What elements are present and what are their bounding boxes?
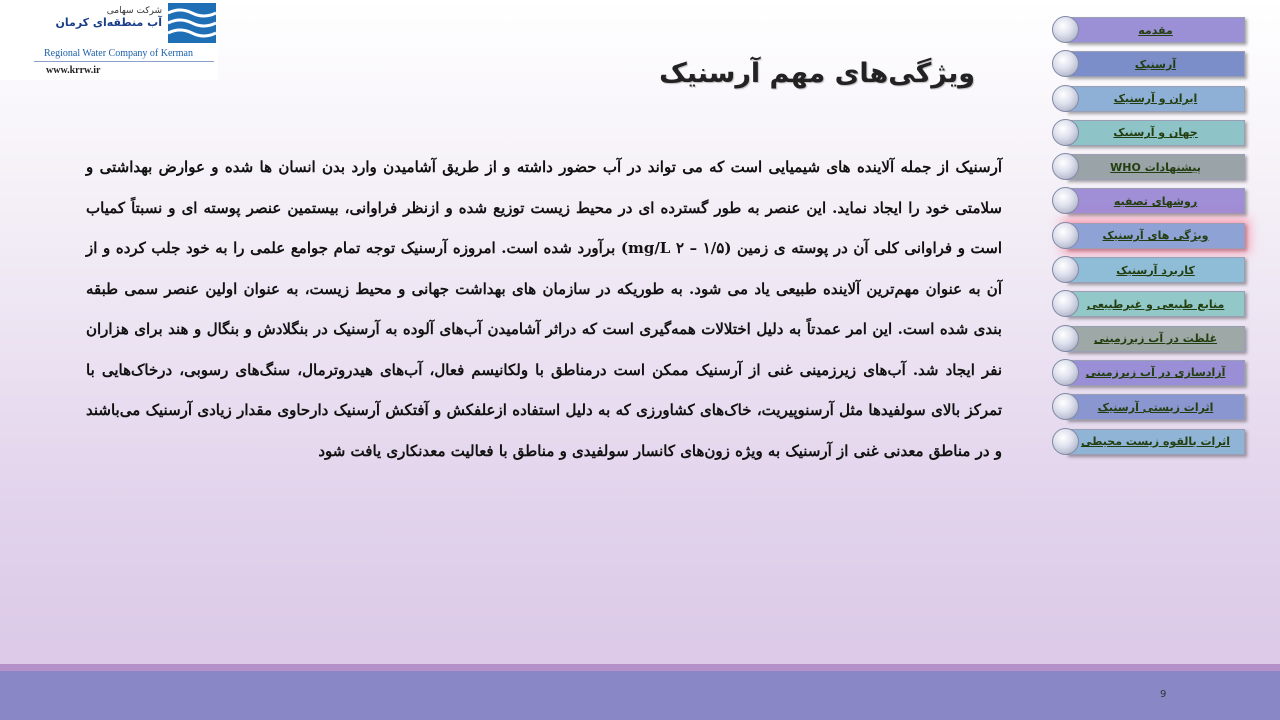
nav-item[interactable] bbox=[1052, 222, 1247, 249]
nav-bullet-icon bbox=[1052, 222, 1079, 249]
nav-item[interactable] bbox=[1052, 359, 1247, 386]
company-name-line1: شرکت سهامی bbox=[106, 6, 162, 16]
company-url: www.krrw.ir bbox=[46, 65, 101, 76]
nav-item-label[interactable]: آرسنیک bbox=[1066, 51, 1245, 77]
footer-divider bbox=[0, 664, 1280, 671]
nav-item-label[interactable]: ویژگی های آرسنیک bbox=[1066, 223, 1245, 249]
nav-item-label[interactable]: اثرات بالقوه زیست محیطی bbox=[1066, 429, 1245, 455]
slide-title: ویژگی‌های مهم آرسنیک bbox=[659, 58, 975, 89]
nav-item-label[interactable]: غلظت در آب زیرزمینی bbox=[1066, 326, 1245, 352]
nav-item-label[interactable]: جهان و آرسنیک bbox=[1066, 120, 1245, 146]
nav-bullet-icon bbox=[1052, 119, 1079, 146]
nav-item-label[interactable]: آزادسازی در آب زیرزمینی bbox=[1066, 360, 1245, 386]
nav-item-label[interactable]: روشهای تصفیه bbox=[1066, 188, 1245, 214]
nav-item[interactable] bbox=[1052, 428, 1247, 455]
nav-item-label[interactable]: مقدمه bbox=[1066, 17, 1245, 43]
nav-item-label[interactable]: ایران و آرسنیک bbox=[1066, 86, 1245, 112]
nav-bullet-icon bbox=[1052, 16, 1079, 43]
footer-bar bbox=[0, 671, 1280, 720]
nav-item[interactable] bbox=[1052, 325, 1247, 352]
nav-bullet-icon bbox=[1052, 428, 1079, 455]
nav-item-label[interactable]: منابع طبیعی و غیرطبیعی bbox=[1066, 291, 1245, 317]
company-name bbox=[55, 6, 162, 29]
nav-item-label[interactable]: پیشنهادات WHO bbox=[1066, 154, 1245, 180]
company-logo bbox=[0, 0, 218, 80]
nav-item[interactable] bbox=[1052, 153, 1247, 180]
nav-item[interactable] bbox=[1052, 187, 1247, 214]
nav-item[interactable] bbox=[1052, 50, 1247, 77]
nav-item-label[interactable]: کاربرد آرسنیک bbox=[1066, 257, 1245, 283]
nav-item[interactable] bbox=[1052, 290, 1247, 317]
nav-bullet-icon bbox=[1052, 256, 1079, 283]
nav-item[interactable] bbox=[1052, 119, 1247, 146]
nav-bullet-icon bbox=[1052, 85, 1079, 112]
company-name-line2: آب منطقه‌ای کرمان bbox=[55, 16, 162, 29]
water-wave-logo-icon bbox=[168, 3, 216, 43]
navigation-menu bbox=[1052, 16, 1247, 462]
nav-bullet-icon bbox=[1052, 359, 1079, 386]
nav-item[interactable] bbox=[1052, 85, 1247, 112]
slide-body-text: آرسنیک از جمله آلاینده های شیمیایی است که می تواند در آب حضور داشته و از طریق آشامیدن وارد بدن انسان ها شده و عوارض بهداشتی و سلامتی خود را ایجاد نماید. این عنصر به طور گسترده ای در محیط زیست توزیع شده و ازنظر فراوانی، بیستمین عنصر پوسته ای و نسبتاً کمیاب است و فراوانی کلی آن در پوسته ی زمین (۱/۵ – ۲ mg/L) برآورد شده است. امروزه آرسنیک توجه تمام جوامع علمی را به خود جلب کرده و از آن به عنوان مهم‌ترین آلاینده طبیعی یاد می شود. به طوریکه در سازمان های بهداشت جهانی و محیط زیست، به عنوان اولین عنصر سمی طبقه بندی شده است. این امر عمدتاً به دلیل اختلالات همه‌گیری است که دراثر آشامیدن آب‌های آلوده به آرسنیک در بنگلادش و بنگال و هند برای هزاران نفر ایجاد شد. آب‌های زیرزمینی غنی از آرسنیک ممکن است درمناطق با ولکانیسم فعال، آب‌های هیدروترمال، سنگ‌های رسوبی، درخاک‌هایی با تمرکز بالای سولفیدها مثل آرسنوپیریت، خاک‌های کشاورزی که به دلیل استفاده ازعلفکش و آفتکش آرسنیک دارحاوی مقدار زیادی آرسنیک می‌باشند و در مناطق معدنی غنی از آرسنیک به ویژه زون‌های کانسار سولفیدی و مناطق با فعالیت معدنکاری یافت شود bbox=[86, 158, 1003, 460]
nav-item-label[interactable]: اثرات زیستی آرسنیک bbox=[1066, 394, 1245, 420]
nav-bullet-icon bbox=[1052, 153, 1079, 180]
nav-item[interactable] bbox=[1052, 16, 1247, 43]
nav-item[interactable] bbox=[1052, 393, 1247, 420]
page-number: 9 bbox=[1160, 689, 1167, 700]
nav-bullet-icon bbox=[1052, 325, 1079, 352]
logo-divider bbox=[34, 61, 214, 62]
company-english-name: Regional Water Company of Kerman bbox=[44, 48, 193, 59]
nav-item[interactable] bbox=[1052, 256, 1247, 283]
